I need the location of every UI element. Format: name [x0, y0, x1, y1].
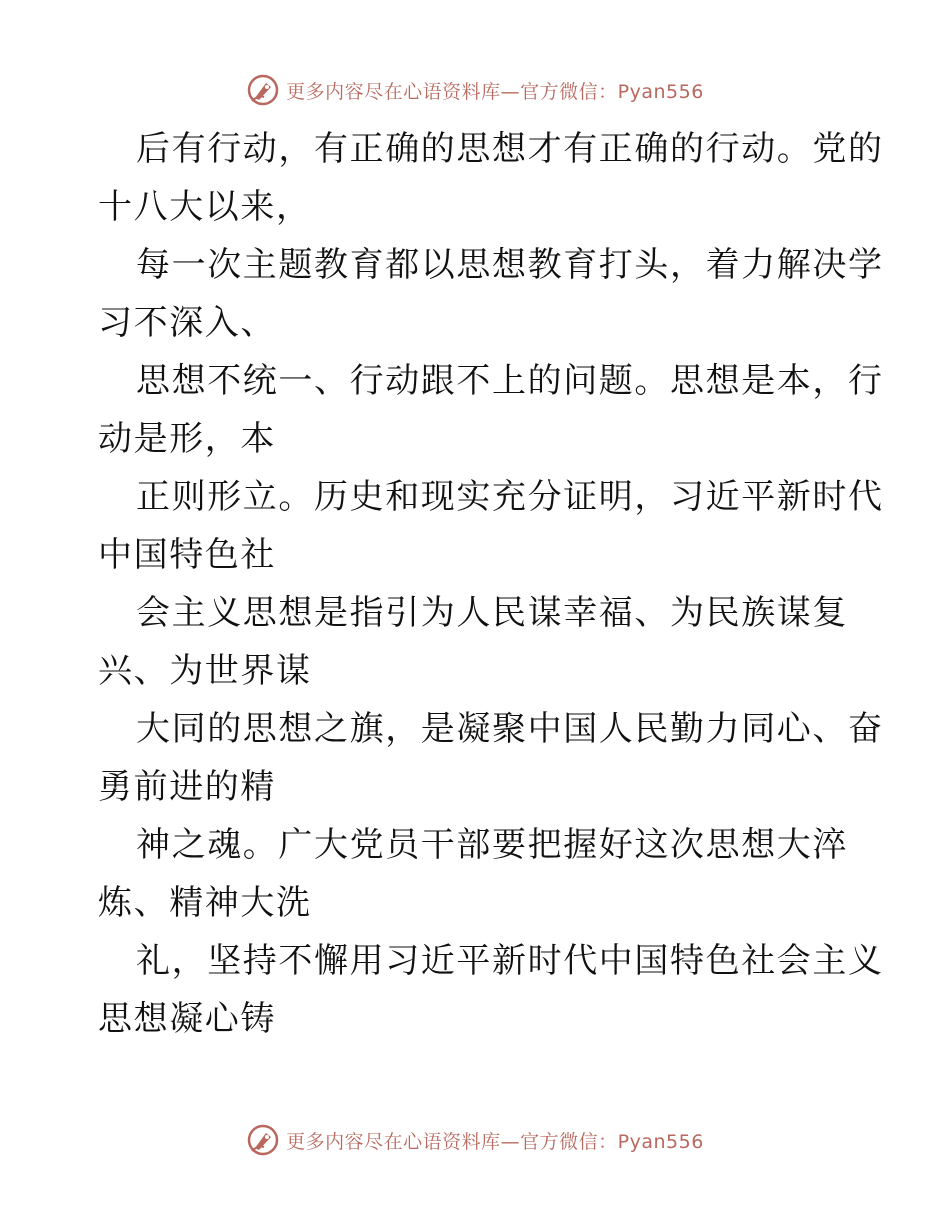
- paragraph-line: 神之魂。广大党员干部要把握好这次思想大淬: [136, 825, 848, 865]
- paragraph-line: 后有行动，有正确的思想才有正确的行动。党的: [136, 129, 884, 169]
- paragraph-line: 兴、为世界谋: [98, 651, 312, 691]
- paragraph-line: 勇前进的精: [98, 767, 276, 807]
- paragraph-line: 习不深入、: [98, 303, 276, 343]
- pen-nib-logo-icon: [246, 73, 280, 107]
- paragraph-line: 十八大以来，: [98, 187, 312, 227]
- header-banner-text: 更多内容尽在心语资料库—官方微信：Pyan556: [286, 80, 704, 103]
- pen-nib-logo-icon: [246, 1123, 280, 1157]
- paragraph-line: 思想凝心铸: [98, 999, 276, 1039]
- footer-banner-text: 更多内容尽在心语资料库—官方微信：Pyan556: [286, 1130, 704, 1153]
- footer-banner: [0, 1120, 950, 1160]
- paragraph-line: 会主义思想是指引为人民谋幸福、为民族谋复: [136, 593, 848, 633]
- paragraph-line: 思想不统一、行动跟不上的问题。思想是本，行: [136, 361, 884, 401]
- paragraph-line: 每一次主题教育都以思想教育打头，着力解决学: [136, 245, 884, 285]
- paragraph-line: 正则形立。历史和现实充分证明，习近平新时代: [136, 477, 884, 517]
- header-banner: [0, 70, 950, 110]
- paragraph-line: 动是形，本: [98, 419, 276, 459]
- document-body: [98, 120, 884, 1048]
- paragraph-line: 中国特色社: [98, 535, 276, 575]
- paragraph-line: 大同的思想之旗，是凝聚中国人民勤力同心、奋: [136, 709, 884, 749]
- paragraph-line: 礼，坚持不懈用习近平新时代中国特色社会主义: [136, 941, 884, 981]
- paragraph-line: 炼、精神大洗: [98, 883, 312, 923]
